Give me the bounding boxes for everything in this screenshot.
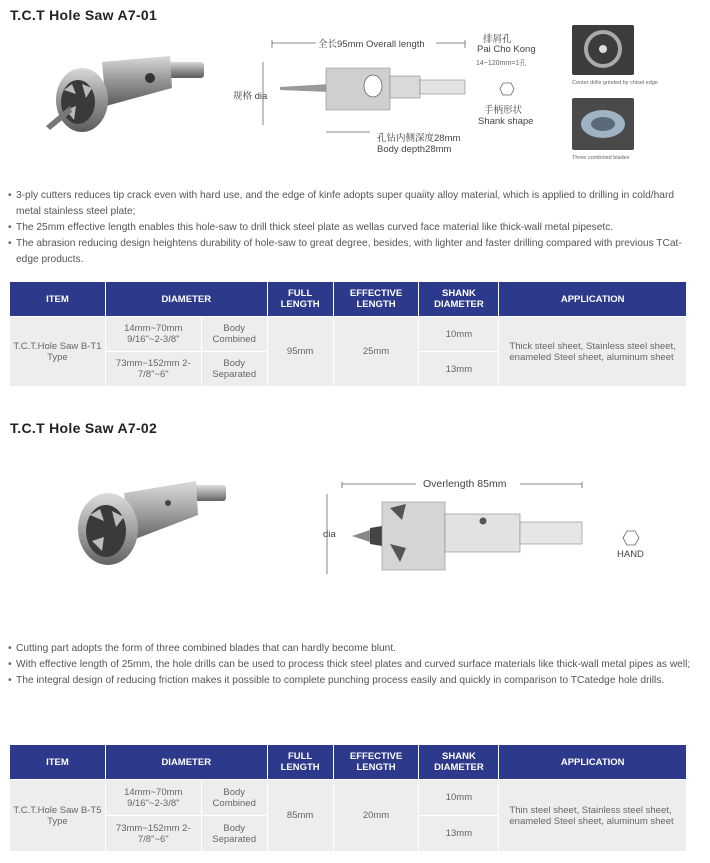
item-cell: T.C.T.Hole Saw B-T1 Type xyxy=(10,317,106,387)
range-cell: 14mm~70mm 9/16"~2-3/8" xyxy=(105,780,201,816)
body-type-cell: Body Separated xyxy=(201,816,267,852)
header-full-length: FULL LENGTH xyxy=(267,282,333,317)
header-diameter: DIAMETER xyxy=(105,282,267,317)
hole-saw-photo-1 xyxy=(42,40,212,140)
bullet-item: • The integral design of reducing friction makes it possible to complete punching process easily and quickly in comparison to TCatedge hole drills. xyxy=(8,673,693,689)
header-full-length: FULL LENGTH xyxy=(267,745,333,780)
application-cell: Thick steel sheet, Stainless steel sheet, enameled Steel sheet, aluminum sheet xyxy=(499,317,687,387)
item-cell: T.C.T.Hole Saw B-T5 Type xyxy=(10,780,106,852)
header-shank-diameter: SHANK DIAMETER xyxy=(419,282,499,317)
hole-saw-photo-2 xyxy=(72,475,232,575)
hexagon-shank-icon xyxy=(499,82,515,96)
photo-caption-1: Center drills grinded by chisel edge xyxy=(572,80,658,86)
effective-length-cell: 25mm xyxy=(333,317,419,387)
header-item: ITEM xyxy=(10,282,106,317)
section1-title: T.C.T Hole Saw A7-01 xyxy=(10,7,158,23)
header-application: APPLICATION xyxy=(499,745,687,780)
chip-hole-en: Pai Cho Kong xyxy=(477,44,536,55)
center-drill-photo xyxy=(572,25,634,75)
body-depth-en: Body depth28mm xyxy=(377,144,452,155)
header-shank-diameter: SHANK DIAMETER xyxy=(419,745,499,780)
bullet-item: • Cutting part adopts the form of three combined blades that can hardly become blunt. xyxy=(8,641,693,657)
application-cell: Thin steel sheet, Stainless steel sheet, enameled Steel sheet, aluminum sheet xyxy=(499,780,687,852)
body-type-cell: Body Combined xyxy=(201,780,267,816)
overall-length-label: 全长95mm Overall length xyxy=(318,39,425,50)
range-cell: 73mm~152mm 2-7/8"~6" xyxy=(105,352,201,387)
shank-shape-cn: 手柄形状 xyxy=(484,105,523,116)
shank-cell: 13mm xyxy=(419,816,499,852)
full-length-cell: 85mm xyxy=(267,780,333,852)
body-type-cell: Body Combined xyxy=(201,317,267,352)
shank-cell: 10mm xyxy=(419,780,499,816)
section1-bullets xyxy=(8,188,693,268)
header-effective-length: EFFECTIVE LENGTH xyxy=(333,282,419,317)
spec-table-2 xyxy=(9,744,687,852)
header-application: APPLICATION xyxy=(499,282,687,317)
header-diameter: DIAMETER xyxy=(105,745,267,780)
chip-hole-cn: 排屑孔 xyxy=(483,34,512,45)
bullet-item: • The 25mm effective length enables this hole-saw to drill thick steel plate as wellas curved face material like thick-wall metal pipesetc. xyxy=(8,220,693,236)
section2-bullets xyxy=(8,641,693,689)
full-length-cell: 95mm xyxy=(267,317,333,387)
range-cell: 73mm~152mm 2-7/8"~6" xyxy=(105,816,201,852)
bullet-item: • The abrasion reducing design heightens durability of hole-saw to great degree, besides, with lighter and faster drilling compared with previous TCat-edge products. xyxy=(8,236,693,268)
bullet-item: • With effective length of 25mm, the hole drills can be used to process thick steel plates and curved surface materials like thick-wall metal pipes as well; xyxy=(8,657,693,673)
spec-table-1 xyxy=(9,281,687,387)
three-blades-photo xyxy=(572,98,634,150)
shank-cell: 13mm xyxy=(419,352,499,387)
effective-length-cell: 20mm xyxy=(333,780,419,852)
dia-label-1: 规格 dia xyxy=(233,91,268,102)
dimension-diagram-2 xyxy=(320,482,590,582)
shank-cell: 10mm xyxy=(419,317,499,352)
overlength-label: Overlength 85mm xyxy=(423,478,507,490)
hand-label: HAND xyxy=(617,549,644,560)
body-type-cell: Body Separated xyxy=(201,352,267,387)
bullet-item: • 3-ply cutters reduces tip crack even with hard use, and the edge of kinfe adopts super quaiity alloy material, which is applied to drilling in cold/hard metal stainless steel plate; xyxy=(8,188,693,220)
header-effective-length: EFFECTIVE LENGTH xyxy=(333,745,419,780)
chip-hole-note: 14~120mm=1孔 xyxy=(476,60,527,67)
dia-label-2: dia xyxy=(323,529,336,540)
body-depth-cn: 孔钻内侧深度28mm xyxy=(377,133,461,144)
range-cell: 14mm~70mm 9/16"~2-3/8" xyxy=(105,317,201,352)
shank-shape-en: Shank shape xyxy=(478,116,534,127)
section2-title: T.C.T Hole Saw A7-02 xyxy=(10,420,158,436)
header-item: ITEM xyxy=(10,745,106,780)
hexagon-hand-icon xyxy=(622,530,640,546)
photo-caption-2: Three combined blades xyxy=(572,155,630,161)
